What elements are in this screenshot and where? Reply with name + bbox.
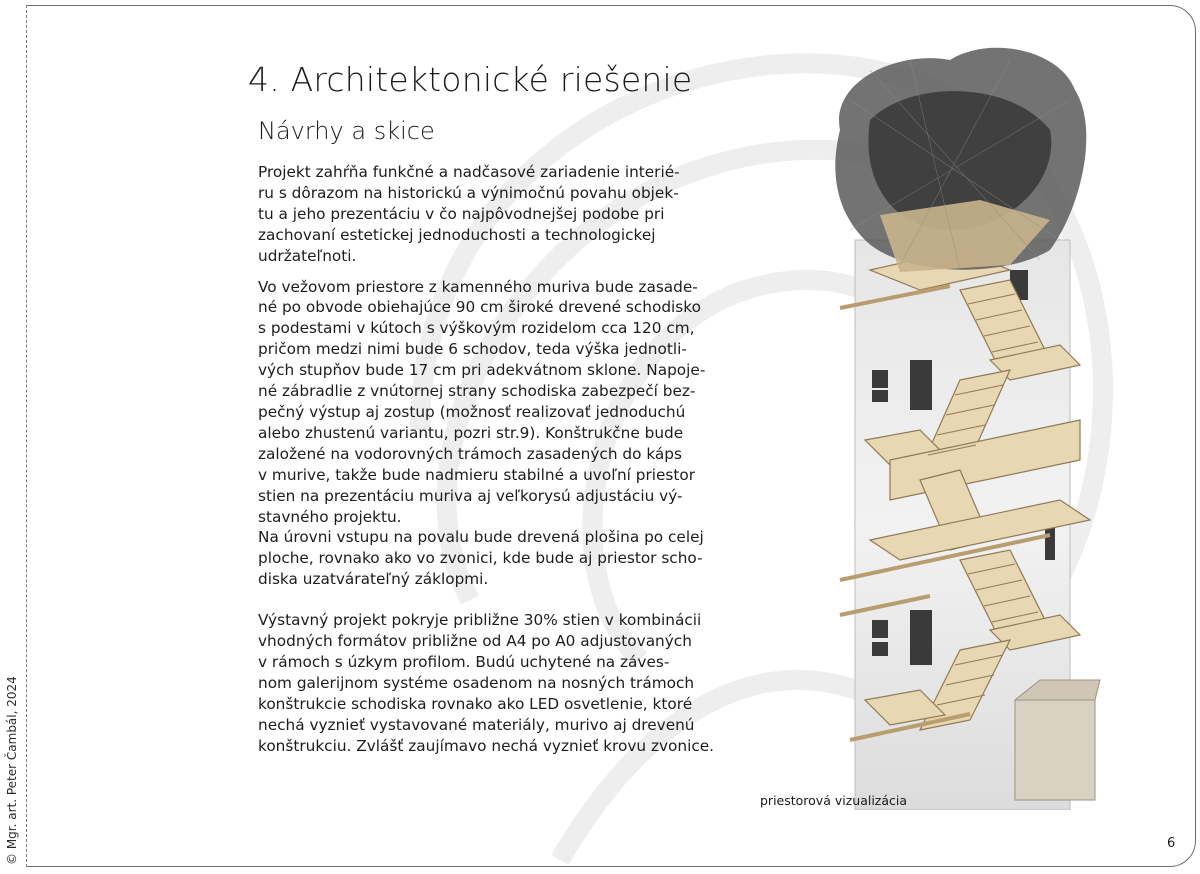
paragraph: Vo vežovom priestore z kamenného muriva bude zasade- né po obvode obiehajúce 90 cm široké drevené schodisko s podestami v kútoch s výškovým rozidelom cca 120 cm, pričom medzi nimi bude 6 schodov, teda výška jednotli- vých stupňov bude 17 cm pri adekvátnom sklone. Napoje- né zábradlie z vnútornej strany schodiska zabezpečí bez- pečný výstup aj zostup (možnosť realizovať jednoduchú alebo zhustenú variantu, pozri str.9). Konštrukčne bude založené na vodorovných trámoch zasadených do káps v murive, takže bude nadmieru stabilné a uvoľní priestor stien na prezentáciu muriva aj veľkorysú adjustáciu vý- stavného projektu. xyxy=(258,277,706,526)
page-title: 4. Architektonické riešenie xyxy=(248,60,693,99)
staircase-tower-illustration-icon xyxy=(810,40,1120,810)
paragraph: Projekt zahŕňa funkčné a nadčasové zariadenie interié- ru s dôrazom na historickú a výnimočnú povahu objek- tu a jeho prezentáciu v čo najpôvodnejšej podobe pri zachovaní estetickej jednoduchosti a technologickej udržateľnoti. xyxy=(258,163,680,265)
body-text xyxy=(258,162,748,756)
section-subtitle: Návrhy a skice xyxy=(258,117,435,145)
figure-caption: priestorová vizualizácia xyxy=(760,793,908,808)
copyright-note: © Mgr. art. Peter Čambál, 2024 xyxy=(5,676,19,865)
paragraph: Výstavný projekt pokryje približne 30% stien v kombinácii vhodných formátov približne od A4 po A0 adjustovaných v rámoch s úzkym profilom. Budú uchytené na záves- nom galerijnom systéme osadenom na nosných trámoch konštrukcie schodiska rovnako ako LED osvetlenie, ktoré nechá vyznieť vystavované materiály, murivo aj drevenú konštrukciu. Zvlášť zaujímavo nechá vyznieť krovu zvonice. xyxy=(258,611,715,755)
paragraph: Na úrovni vstupu na povalu bude drevená plošina po celej ploche, rovnako ako vo zvonici, kde bude aj priestor scho- diska uzatvárateľný záklopmi. xyxy=(258,528,704,589)
page-number: 6 xyxy=(1167,836,1176,851)
